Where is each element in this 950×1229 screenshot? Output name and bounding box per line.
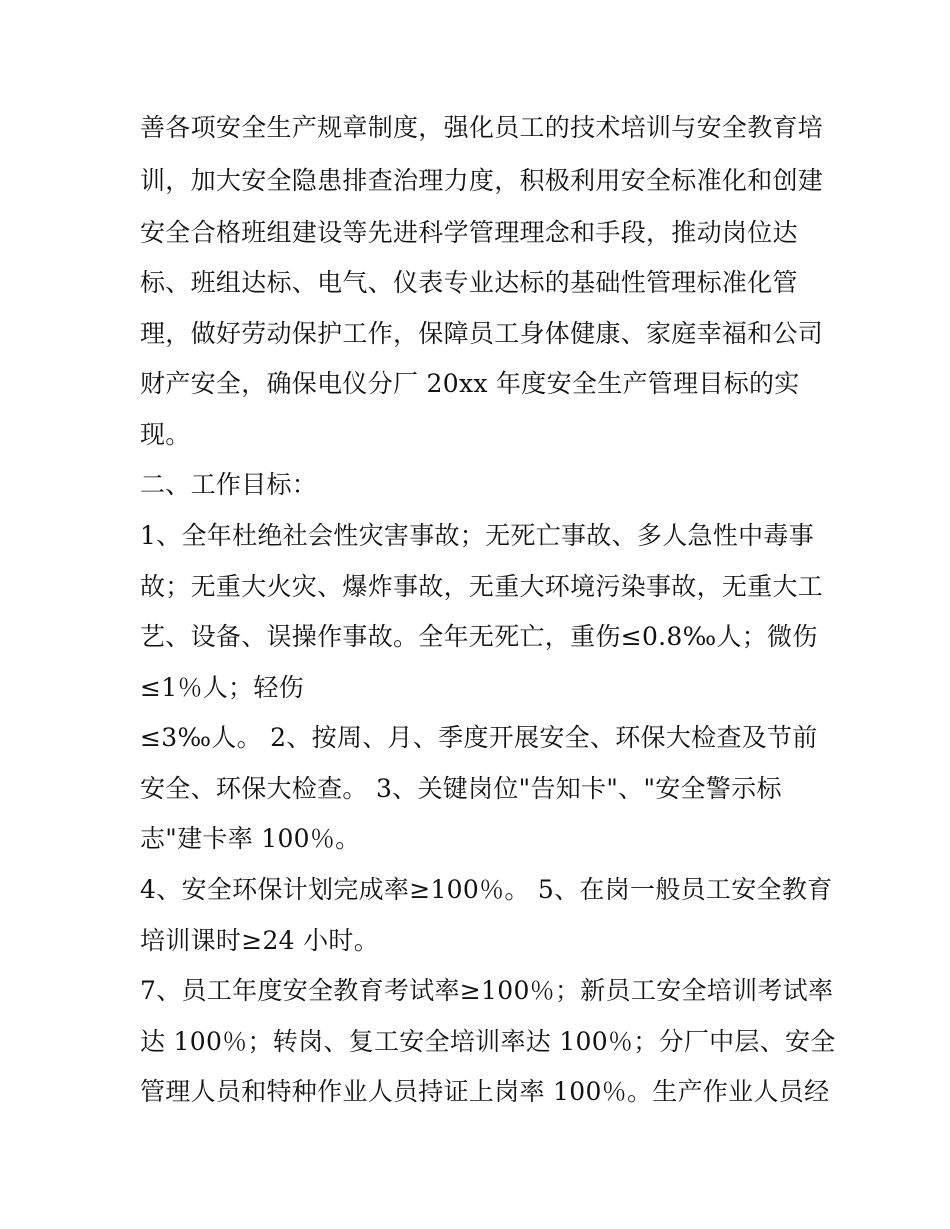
text-line: 1、全年杜绝社会性灾害事故；无死亡事故、多人急性中毒事 [140, 521, 815, 550]
text-line: 现。 [140, 420, 191, 449]
text-line: 训，加大安全隐患排查治理力度，积极利用安全标准化和创建 [140, 166, 824, 195]
section-heading: 二、工作目标： [140, 470, 318, 499]
text-line: 善各项安全生产规章制度，强化员工的技术培训与安全教育培 [140, 113, 824, 142]
text-line: 标、班组达标、电气、仪表专业达标的基础性管理标准化管 [140, 268, 798, 297]
text-line: ≤3‰人。 2、按周、月、季度开展安全、环保大检查及节前 [140, 723, 818, 752]
text-line: 艺、设备、误操作事故。全年无死亡，重伤≤0.8‰人；微伤 [140, 622, 818, 651]
text-line: 安全、环保大检查。 3、关键岗位"告知卡"、"安全警示标 [140, 774, 782, 803]
text-line: 财产安全，确保电仪分厂 20xx 年度安全生产管理目标的实 [140, 369, 800, 398]
text-line: ≤1％人；轻伤 [140, 673, 304, 702]
text-line: 志"建卡率 100％。 [140, 824, 361, 853]
text-line: 安全合格班组建设等先进科学管理理念和手段，推动岗位达 [140, 218, 798, 247]
text-line: 4、安全环保计划完成率≥100％。 5、在岗一般员工安全教育 [140, 875, 833, 904]
text-line: 培训课时≥24 小时。 [140, 926, 380, 955]
text-line: 管理人员和特种作业人员持证上岗率 100％。生产作业人员经 [140, 1077, 830, 1106]
text-line: 达 100％；转岗、复工安全培训率达 100％；分厂中层、安全 [140, 1027, 836, 1056]
text-line: 故；无重大火灾、爆炸事故，无重大环境污染事故，无重大工 [140, 572, 824, 601]
text-line: 7、员工年度安全教育考试率≥100％；新员工安全培训考试率 [140, 976, 834, 1005]
text-line: 理，做好劳动保护工作，保障员工身体健康、家庭幸福和公司 [140, 319, 824, 348]
